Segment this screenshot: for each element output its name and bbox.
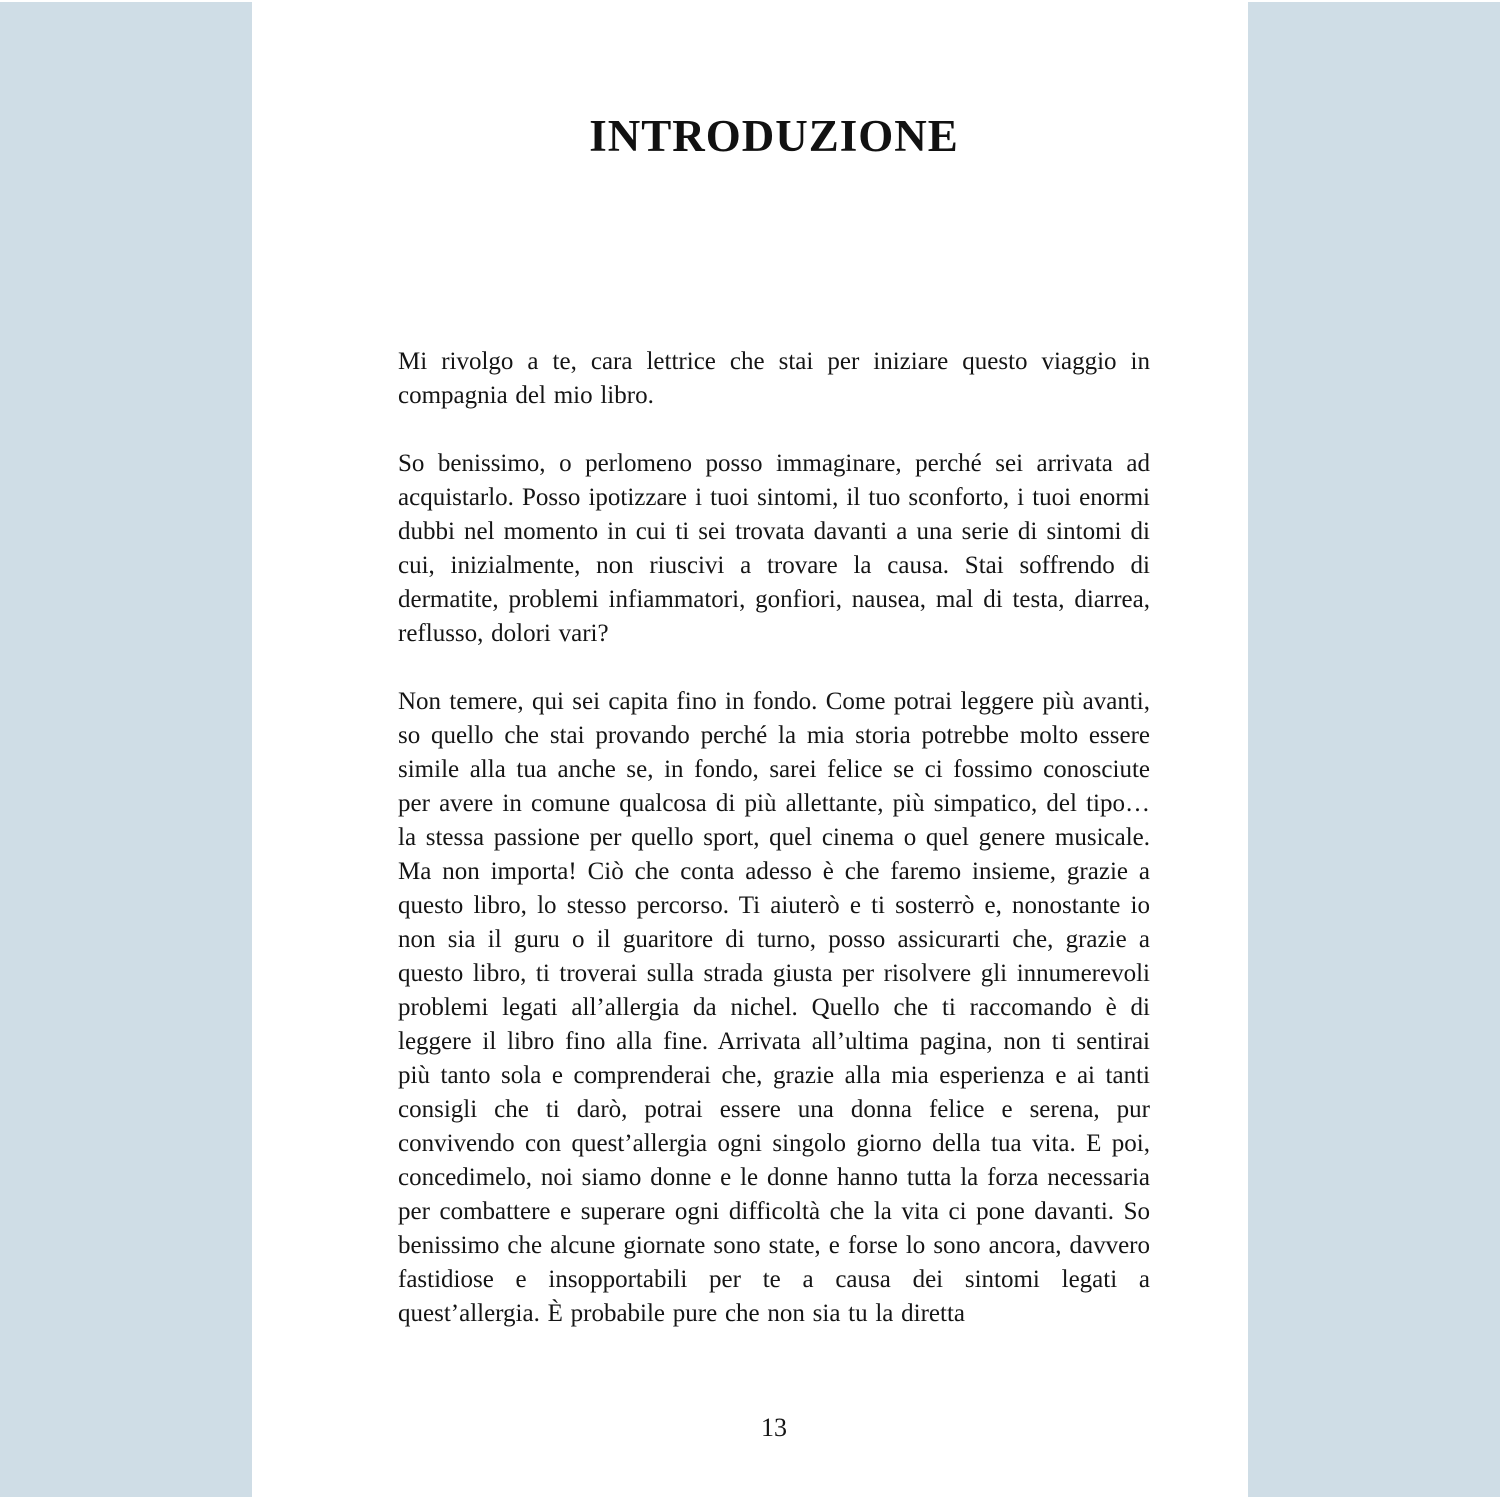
paragraph: Non temere, qui sei capita fino in fondo. Come potrai leggere più avanti, so quello che stai provando perché la mia storia potrebbe molto essere simile alla tua anche se, in fondo, sarei felice se ci fossimo conosciute per avere in comune qualcosa di più allettante, più simpatico, del tipo… la stessa passione per quello sport, quel cinema o quel genere musicale. Ma non importa! Ciò che conta adesso è che faremo insieme, grazie a questo libro, lo stesso percorso. Ti aiuterò e ti sosterrò e, nonostante io non sia il guru o il guaritore di turno, posso assicurarti che, grazie a questo libro, ti troverai sulla strada giusta per risolvere gli innumerevoli problemi legati all’allergia da nichel. Quello che ti raccomando è di leggere il libro fino alla fine. Arrivata all’ultima pagina, non ti sentirai più tanto sola e comprenderai che, grazie alla mia esperienza e ai tanti consigli che ti darò, potrai essere una donna felice e serena, pur convivendo con quest’allergia ogni singolo giorno della tua vita. E poi, concedimelo, noi siamo donne e le donne hanno tutta la forza necessaria per combattere e superare ogni difficoltà che la vita ci pone davanti. So benissimo che alcune giornate sono state, e forse lo sono ancora, davvero fastidiose e insopportabili per te a causa dei sintomi legati a quest’allergia. È probabile pure che non sia tu la diretta xyxy=(398,688,1150,1327)
page-content xyxy=(398,0,1150,1365)
book-page xyxy=(252,0,1248,1500)
chapter-title: INTRODUZIONE xyxy=(589,111,959,161)
body-text xyxy=(398,345,1150,1331)
paragraph: So benissimo, o perlomeno posso immaginare, perché sei arrivata ad acquistarlo. Posso ipotizzare i tuoi sintomi, il tuo sconforto, i tuoi enormi dubbi nel momento in cui ti sei trovata davanti a una serie di sintomi di cui, inizialmente, non riuscivi a trovare la causa. Stai soffrendo di dermatite, problemi infiammatori, gonfiori, nausea, mal di testa, diarrea, reflusso, dolori vari? xyxy=(398,450,1150,647)
right-margin-band xyxy=(1248,2,1500,1497)
page-number: 13 xyxy=(761,1413,787,1442)
left-margin-band xyxy=(0,2,252,1497)
paragraph: Mi rivolgo a te, cara lettrice che stai per iniziare questo viaggio in compagnia del mio libro. xyxy=(398,348,1150,409)
